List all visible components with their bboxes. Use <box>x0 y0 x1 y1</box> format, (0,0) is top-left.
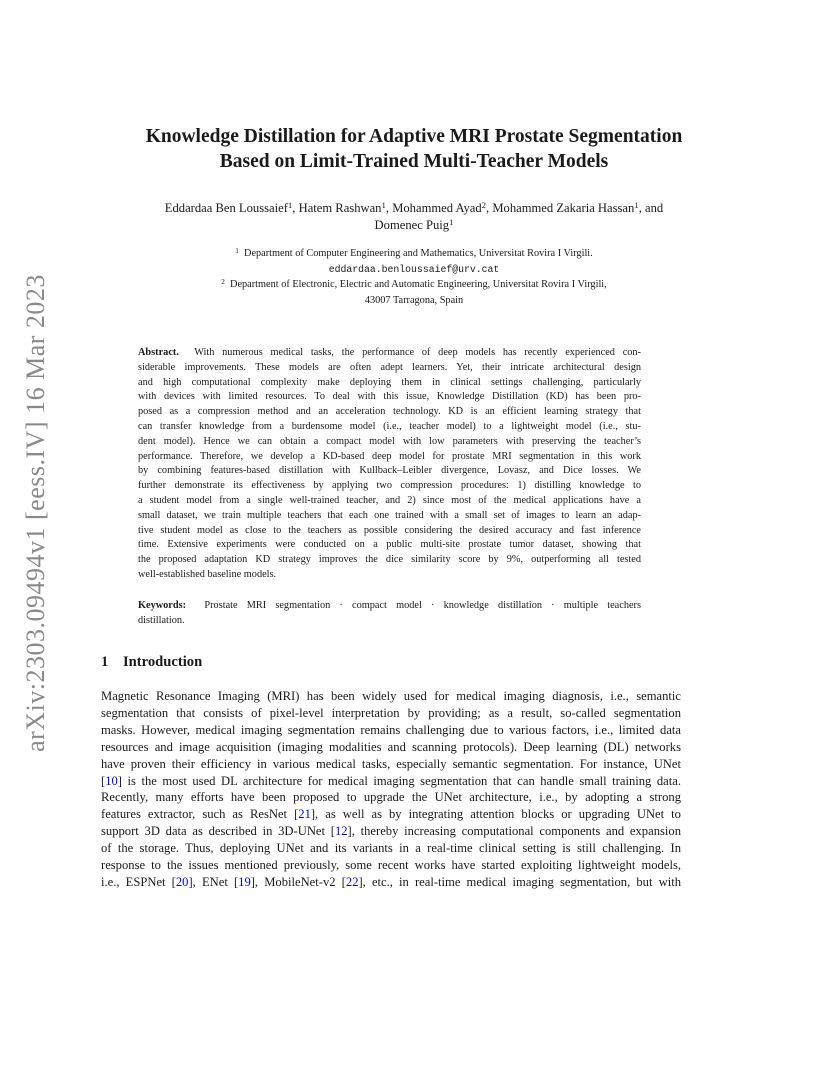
citation-link[interactable]: 19 <box>238 874 251 889</box>
author-line <box>100 217 728 234</box>
abstract-line: the proposed adaptation KD strategy improves the dice similarity score by 9%, outperforming all tested <box>138 554 641 566</box>
keywords-line: distillation. <box>138 614 185 626</box>
citation-link[interactable]: 22 <box>345 874 359 889</box>
affiliation-marker: 1 <box>381 200 386 211</box>
affiliation-text: Department of Computer Engineering and Mathematics, Universitat Rovira I Virgili. <box>244 248 593 259</box>
body-line: response to the issues mentioned previously, some recent works have started exploiting lightweight models, <box>101 858 681 873</box>
author-name: Mohammed Zakaria Hassan <box>492 201 635 215</box>
abstract-line: with devices with limited resources. To deal with this issue, Knowledge Distillation (KD) has been pro- <box>138 391 641 403</box>
affiliation-text: Department of Electronic, Electric and Automatic Engineering, Universitat Rovira I Virgili, <box>230 279 607 290</box>
abstract-line: further demonstrate its effectiveness by applying two compression procedures: 1) distilling knowledge to <box>138 480 641 492</box>
affiliation-marker: 1 <box>449 217 454 228</box>
affiliation-number: 2 <box>221 277 225 286</box>
abstract-line: siderable improvements. These models are often adept learners. Yet, their intricate architectural design <box>138 361 641 373</box>
affiliation-marker: 2 <box>481 200 487 211</box>
body-text-fragment: ], ENet [ <box>188 874 239 889</box>
title-line: Based on Limit-Trained Multi-Teacher Models <box>219 151 609 172</box>
body-line: of the storage. Thus, deploying UNet and its variants in a real-time clinical setting is still challenging. In <box>101 841 681 856</box>
abstract-line: performance. Therefore, we develop a KD-based deep model for prostate MRI segmentation in this work <box>138 450 641 462</box>
affiliation-line <box>100 277 728 293</box>
abstract-line: small dataset, we train multiple teachers that each one trained with a small set of images to learn an adap- <box>138 509 641 521</box>
affiliations <box>100 246 728 308</box>
body-text-fragment: features extractor, such as ResNet [ <box>101 807 299 822</box>
body-line: have proven their efficiency in various medical tasks, especially semantic segmentation. For instance, UNet <box>101 756 681 771</box>
author-line: Eddardaa Ben Loussaief$^1$, Hatem Rashwan$^1$, Mohammed Ayad$^2$, Mohammed Zakaria Hassan$^1$, and <box>164 200 664 215</box>
body-line: masks. However, medical imaging segmentation remains challenging due to various factors, i.e., limited data <box>101 722 681 737</box>
abstract-line: by combining features-based distillation with Kullback–Leibler divergence, Lovasz, and Dice losses. We <box>138 465 641 477</box>
abstract-line: time. Extensive experiments were conducted on a public multi-site prostate tumor dataset, showing that <box>138 539 641 551</box>
body-line <box>101 823 681 840</box>
keywords-line <box>138 599 641 614</box>
abstract-text: With numerous medical tasks, the performance of deep models has recently experienced con- <box>194 347 641 358</box>
body-text-fragment: ], thereby increasing computational components and expansion <box>347 824 681 839</box>
keywords <box>138 599 641 629</box>
body-text-fragment: [ <box>101 773 106 788</box>
citation-link[interactable]: 21 <box>298 807 311 822</box>
abstract-line: and high computational complexity make deploying them in clinical settings challenging, particularly <box>138 376 641 388</box>
body-text-fragment: ], etc., in real-time medical imaging segmentation, but with <box>358 874 681 889</box>
body-text-fragment: ], as well as by integrating attention blocks or upgrading UNet to <box>310 807 681 822</box>
author-name: Eddardaa Ben Loussaief <box>164 201 288 215</box>
body-text-fragment: ], MobileNet-v2 [ <box>250 874 346 889</box>
author-name: Mohammed Ayad <box>392 201 482 215</box>
body-line <box>101 874 681 891</box>
body-line <box>101 773 681 790</box>
body-text-fragment: support 3D data as described in 3D-UNet [ <box>101 824 335 839</box>
body-line: segmentation that consists of pixel-level interpretation by providing; as a result, so-called segmentation <box>101 705 681 720</box>
author-conjunction: and <box>645 201 664 215</box>
affiliation-line: 43007 Tarragona, Spain <box>364 294 464 306</box>
citation-link[interactable]: 10 <box>105 773 118 788</box>
author-list <box>100 200 728 234</box>
section-heading <box>101 654 202 671</box>
author-name: Hatem Rashwan <box>298 201 382 215</box>
affiliation-marker: 1 <box>287 200 293 211</box>
body-line: resources and image acquisition (imaging modalities and scanning protocols). Deep learning (DL) networks <box>101 739 681 754</box>
body-line <box>101 806 681 823</box>
body-text-fragment: i.e., ESPNet [ <box>101 874 176 889</box>
abstract-label: Abstract. <box>138 347 179 358</box>
citation-link[interactable]: 20 <box>175 874 189 889</box>
affiliation-number: 1 <box>235 246 239 255</box>
abstract-line: well-established baseline models. <box>138 568 277 580</box>
section-title: Introduction <box>123 654 203 670</box>
abstract-line: dent model). Hence we can obtain a compact model with low parameters with preserving the teacher’s <box>138 435 641 447</box>
keywords-text: Prostate MRI segmentation · compact model · knowledge distillation · multiple teachers <box>204 600 641 611</box>
body-text <box>101 688 681 891</box>
body-line: Magnetic Resonance Imaging (MRI) has been widely used for medical imaging diagnosis, i.e., semantic <box>101 689 681 703</box>
paper-title <box>90 124 738 174</box>
section-number: 1 <box>101 654 109 670</box>
keywords-label: Keywords: <box>138 600 187 611</box>
author-name: Domenec Puig <box>374 218 450 232</box>
abstract-line: posed as a compression method and an acceleration technology. KD is an efficient learning strategy that <box>138 406 641 418</box>
body-text-fragment: ] is the most used DL architecture for medical imaging segmentation that can handle small training data. <box>117 773 681 788</box>
body-line: Recently, many efforts have been proposed to upgrade the UNet architecture, i.e., by adopting a strong <box>101 790 681 805</box>
abstract-line <box>138 346 641 361</box>
abstract-line: a student model from a single well-trained teacher, and 2) since most of the medical applications have a <box>138 494 641 506</box>
abstract-line: can transfer knowledge from a burdensome model (i.e., teacher model) to a lightweight model (i.e., stu- <box>138 420 641 432</box>
author-email: eddardaa.benloussaief@urv.cat <box>328 263 500 275</box>
title-line: Knowledge Distillation for Adaptive MRI Prostate Segmentation <box>145 126 683 147</box>
arxiv-watermark: arXiv:2303.09494v1 [eess.IV] 16 Mar 2023 <box>21 274 50 752</box>
abstract <box>138 346 641 583</box>
citation-link[interactable]: 12 <box>334 824 348 839</box>
affiliation-line <box>100 246 728 262</box>
affiliation-line <box>100 262 728 278</box>
affiliation-marker: 1 <box>634 200 639 211</box>
abstract-line: tive student model as close to the teachers as possible considering the desired accuracy and fast inference <box>138 524 641 536</box>
